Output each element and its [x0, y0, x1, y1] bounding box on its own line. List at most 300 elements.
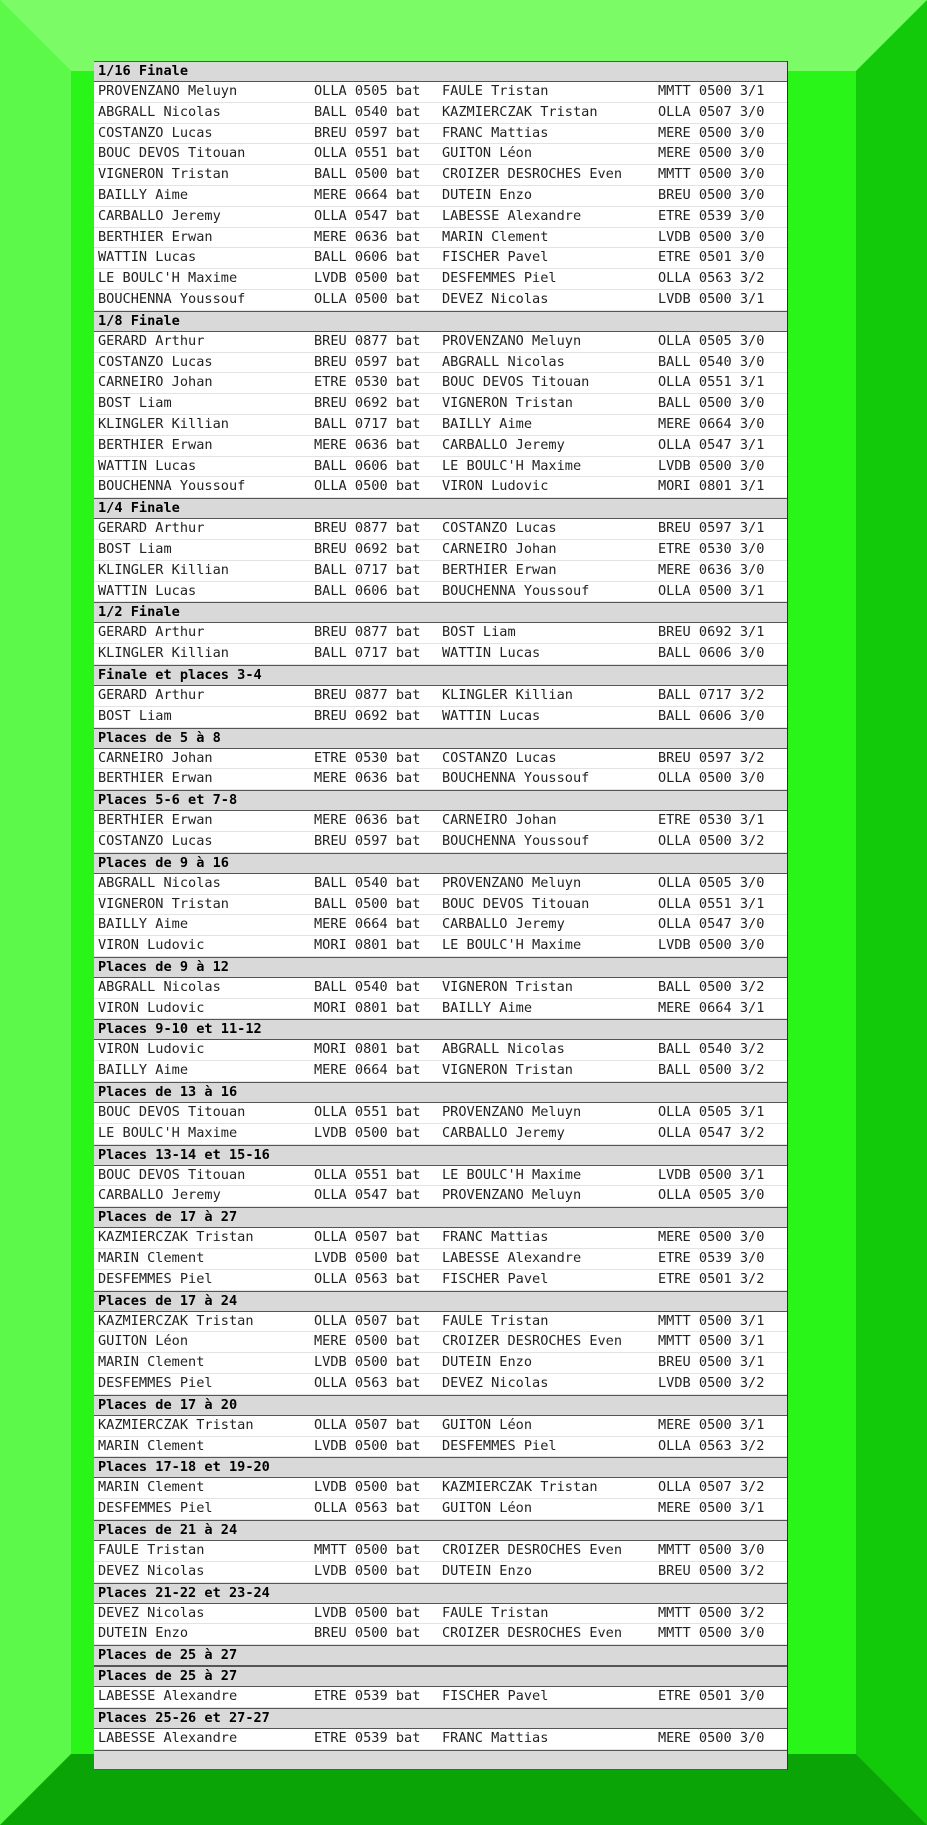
- loser-club-score: OLLA 0500 3/0: [658, 770, 765, 787]
- loser-club-score: BALL 0606 3/0: [658, 645, 765, 662]
- winner-club-points: OLLA 0507 bat: [314, 1229, 421, 1246]
- winner-club-points: BALL 0540 bat: [314, 978, 421, 995]
- match-row: [94, 832, 787, 853]
- loser-club-score: MERE 0500 3/0: [658, 124, 765, 141]
- loser-club-score: BALL 0606 3/0: [658, 707, 765, 724]
- winner-name: MARIN Clement: [98, 1479, 205, 1496]
- winner-name: KLINGLER Killian: [98, 561, 229, 578]
- match-row: [94, 1124, 787, 1145]
- loser-name: BOUC DEVOS Titouan: [442, 374, 590, 391]
- match-row: [94, 165, 787, 186]
- match-row: [94, 82, 787, 103]
- loser-name: KAZMIERCZAK Tristan: [442, 1479, 598, 1496]
- match-row: [94, 540, 787, 561]
- winner-club-points: MERE 0664 bat: [314, 916, 421, 933]
- winner-name: LABESSE Alexandre: [98, 1688, 238, 1705]
- loser-club-score: BALL 0540 3/0: [658, 353, 765, 370]
- winner-name: BOUC DEVOS Titouan: [98, 1104, 246, 1121]
- section-header: Places 25-26 et 27-27: [94, 1708, 787, 1729]
- winner-club-points: OLLA 0563 bat: [314, 1375, 421, 1392]
- match-row: [94, 874, 787, 895]
- winner-club-points: LVDB 0500 bat: [314, 1124, 421, 1141]
- winner-club-points: OLLA 0551 bat: [314, 1104, 421, 1121]
- section-header: 1/16 Finale: [94, 61, 787, 82]
- winner-club-points: MERE 0664 bat: [314, 1062, 421, 1079]
- loser-name: WATTIN Lucas: [442, 707, 541, 724]
- loser-club-score: MERE 0664 3/1: [658, 999, 765, 1016]
- winner-name: MARIN Clement: [98, 1250, 205, 1267]
- match-row: [94, 228, 787, 249]
- loser-club-score: LVDB 0500 3/2: [658, 1375, 765, 1392]
- match-row: [94, 519, 787, 540]
- winner-club-points: BREU 0692 bat: [314, 540, 421, 557]
- match-row: [94, 1166, 787, 1187]
- winner-name: DESFEMMES Piel: [98, 1270, 213, 1287]
- loser-club-score: OLLA 0505 3/0: [658, 874, 765, 891]
- loser-name: PROVENZANO Meluyn: [442, 874, 582, 891]
- loser-club-score: ETRE 0539 3/0: [658, 1250, 765, 1267]
- match-row: [94, 978, 787, 999]
- winner-name: VIRON Ludovic: [98, 1041, 205, 1058]
- match-row: [94, 457, 787, 478]
- loser-name: PROVENZANO Meluyn: [442, 1104, 582, 1121]
- match-row: [94, 1499, 787, 1520]
- loser-club-score: LVDB 0500 3/1: [658, 1166, 765, 1183]
- loser-name: FRANC Mattias: [442, 124, 549, 141]
- loser-name: GUITON Léon: [442, 145, 533, 162]
- loser-name: BOUCHENNA Youssouf: [442, 832, 590, 849]
- section-header: 1/4 Finale: [94, 498, 787, 519]
- winner-club-points: BALL 0500 bat: [314, 166, 421, 183]
- winner-name: COSTANZO Lucas: [98, 353, 213, 370]
- winner-name: PROVENZANO Meluyn: [98, 83, 238, 99]
- loser-club-score: ETRE 0501 3/0: [658, 1688, 765, 1705]
- section-header: Places de 17 à 24: [94, 1291, 787, 1312]
- match-row: [94, 1624, 787, 1645]
- section-header: 1/2 Finale: [94, 602, 787, 623]
- match-row: [94, 707, 787, 728]
- winner-club-points: LVDB 0500 bat: [314, 1354, 421, 1371]
- loser-club-score: ETRE 0530 3/1: [658, 812, 765, 829]
- match-row: [94, 1228, 787, 1249]
- loser-club-score: LVDB 0500 3/1: [658, 290, 765, 307]
- winner-name: KLINGLER Killian: [98, 415, 229, 432]
- loser-name: DUTEIN Enzo: [442, 1562, 533, 1579]
- winner-club-points: BALL 0717 bat: [314, 415, 421, 432]
- loser-name: COSTANZO Lucas: [442, 520, 557, 537]
- loser-club-score: OLLA 0547 3/0: [658, 916, 765, 933]
- winner-club-points: LVDB 0500 bat: [314, 270, 421, 287]
- loser-name: CROIZER DESROCHES Even: [442, 166, 623, 183]
- loser-club-score: OLLA 0507 3/2: [658, 1479, 765, 1496]
- loser-name: DEVEZ Nicolas: [442, 290, 549, 307]
- match-row: [94, 248, 787, 269]
- loser-name: ABGRALL Nicolas: [442, 353, 565, 370]
- winner-club-points: OLLA 0507 bat: [314, 1312, 421, 1329]
- winner-club-points: ETRE 0539 bat: [314, 1688, 421, 1705]
- winner-club-points: MERE 0500 bat: [314, 1333, 421, 1350]
- loser-name: DESFEMMES Piel: [442, 270, 557, 287]
- match-row: [94, 1312, 787, 1333]
- loser-club-score: MERE 0500 3/0: [658, 145, 765, 162]
- match-row: [94, 582, 787, 603]
- winner-name: BERTHIER Erwan: [98, 228, 213, 245]
- winner-name: KAZMIERCZAK Tristan: [98, 1416, 254, 1433]
- winner-club-points: LVDB 0500 bat: [314, 1604, 421, 1621]
- winner-club-points: OLLA 0507 bat: [314, 1416, 421, 1433]
- winner-name: MARIN Clement: [98, 1354, 205, 1371]
- match-row: [94, 186, 787, 207]
- winner-name: BOUC DEVOS Titouan: [98, 1166, 246, 1183]
- match-row: [94, 1562, 787, 1583]
- section-header: Places de 25 à 27: [94, 1645, 787, 1666]
- winner-name: BOUCHENNA Youssouf: [98, 478, 246, 495]
- loser-club-score: OLLA 0551 3/1: [658, 895, 765, 912]
- winner-club-points: BALL 0717 bat: [314, 561, 421, 578]
- winner-club-points: BREU 0500 bat: [314, 1625, 421, 1642]
- loser-club-score: MMTT 0500 3/0: [658, 1542, 765, 1559]
- loser-club-score: MERE 0500 3/1: [658, 1500, 765, 1517]
- loser-name: LE BOULC'H Maxime: [442, 457, 582, 474]
- winner-club-points: BALL 0540 bat: [314, 874, 421, 891]
- loser-club-score: ETRE 0501 3/2: [658, 1270, 765, 1287]
- section-header: Places de 21 à 24: [94, 1520, 787, 1541]
- loser-name: CARBALLO Jeremy: [442, 436, 565, 453]
- winner-club-points: ETRE 0530 bat: [314, 374, 421, 391]
- match-row: [94, 561, 787, 582]
- section-header: Places 17-18 et 19-20: [94, 1457, 787, 1478]
- match-row: [94, 124, 787, 145]
- winner-club-points: ETRE 0530 bat: [314, 749, 421, 766]
- results-sheet: [94, 61, 788, 1770]
- winner-club-points: BALL 0717 bat: [314, 645, 421, 662]
- loser-name: BOST Liam: [442, 624, 516, 641]
- match-row: [94, 936, 787, 957]
- winner-name: LABESSE Alexandre: [98, 1730, 238, 1747]
- winner-name: DUTEIN Enzo: [98, 1625, 189, 1642]
- loser-club-score: OLLA 0551 3/1: [658, 374, 765, 391]
- loser-club-score: BALL 0540 3/2: [658, 1041, 765, 1058]
- winner-club-points: OLLA 0500 bat: [314, 478, 421, 495]
- winner-club-points: MERE 0636 bat: [314, 812, 421, 829]
- winner-name: CARNEIRO Johan: [98, 749, 213, 766]
- loser-club-score: ETRE 0530 3/0: [658, 540, 765, 557]
- loser-name: MARIN Clement: [442, 228, 549, 245]
- table-footer-bar: [94, 1750, 787, 1770]
- loser-name: VIGNERON Tristan: [442, 395, 573, 412]
- match-row: [94, 477, 787, 498]
- loser-name: DESFEMMES Piel: [442, 1437, 557, 1454]
- match-row: [94, 1249, 787, 1270]
- loser-club-score: BREU 0692 3/1: [658, 624, 765, 641]
- loser-name: BOUCHENNA Youssouf: [442, 582, 590, 599]
- winner-club-points: MERE 0636 bat: [314, 228, 421, 245]
- winner-name: VIRON Ludovic: [98, 937, 205, 954]
- winner-club-points: MMTT 0500 bat: [314, 1542, 421, 1559]
- winner-club-points: BREU 0597 bat: [314, 353, 421, 370]
- winner-name: BERTHIER Erwan: [98, 436, 213, 453]
- match-row: [94, 436, 787, 457]
- loser-name: FISCHER Pavel: [442, 1688, 549, 1705]
- match-row: [94, 644, 787, 665]
- loser-name: DUTEIN Enzo: [442, 1354, 533, 1371]
- loser-club-score: OLLA 0563 3/2: [658, 1437, 765, 1454]
- match-row: [94, 394, 787, 415]
- loser-name: KAZMIERCZAK Tristan: [442, 103, 598, 120]
- winner-name: GUITON Léon: [98, 1333, 189, 1350]
- match-row: [94, 769, 787, 790]
- section-header: Places de 9 à 16: [94, 853, 787, 874]
- loser-club-score: ETRE 0501 3/0: [658, 249, 765, 266]
- loser-name: COSTANZO Lucas: [442, 749, 557, 766]
- loser-club-score: BALL 0717 3/2: [658, 686, 765, 703]
- loser-club-score: BREU 0500 3/2: [658, 1562, 765, 1579]
- loser-club-score: LVDB 0500 3/0: [658, 228, 765, 245]
- loser-name: KLINGLER Killian: [442, 686, 573, 703]
- loser-name: CARNEIRO Johan: [442, 540, 557, 557]
- loser-name: CARNEIRO Johan: [442, 812, 557, 829]
- loser-club-score: OLLA 0547 3/2: [658, 1124, 765, 1141]
- match-row: [94, 811, 787, 832]
- section-header: Places de 5 à 8: [94, 728, 787, 749]
- loser-club-score: ETRE 0539 3/0: [658, 207, 765, 224]
- winner-club-points: MORI 0801 bat: [314, 999, 421, 1016]
- match-row: [94, 269, 787, 290]
- winner-club-points: LVDB 0500 bat: [314, 1250, 421, 1267]
- loser-club-score: OLLA 0500 3/2: [658, 832, 765, 849]
- match-row: [94, 1040, 787, 1061]
- section-header: Places de 25 à 27: [94, 1666, 787, 1687]
- winner-name: BERTHIER Erwan: [98, 812, 213, 829]
- match-row: [94, 915, 787, 936]
- loser-club-score: OLLA 0505 3/1: [658, 1104, 765, 1121]
- section-header: Places de 17 à 27: [94, 1207, 787, 1228]
- winner-name: DEVEZ Nicolas: [98, 1604, 205, 1621]
- winner-club-points: OLLA 0551 bat: [314, 1166, 421, 1183]
- match-row: [94, 1416, 787, 1437]
- winner-name: ABGRALL Nicolas: [98, 874, 221, 891]
- loser-name: FISCHER Pavel: [442, 1270, 549, 1287]
- winner-club-points: BREU 0692 bat: [314, 395, 421, 412]
- loser-name: FRANC Mattias: [442, 1229, 549, 1246]
- match-row: [94, 686, 787, 707]
- loser-club-score: BREU 0500 3/0: [658, 186, 765, 203]
- winner-name: DESFEMMES Piel: [98, 1375, 213, 1392]
- loser-club-score: MMTT 0500 3/0: [658, 1625, 765, 1642]
- match-row: [94, 1437, 787, 1458]
- loser-name: CARBALLO Jeremy: [442, 1124, 565, 1141]
- loser-club-score: MMTT 0500 3/0: [658, 166, 765, 183]
- loser-name: FISCHER Pavel: [442, 249, 549, 266]
- match-row: [94, 895, 787, 916]
- loser-club-score: MMTT 0500 3/2: [658, 1604, 765, 1621]
- section-header: Places de 17 à 20: [94, 1395, 787, 1416]
- section-header: Places de 13 à 16: [94, 1082, 787, 1103]
- loser-name: VIGNERON Tristan: [442, 978, 573, 995]
- winner-club-points: BREU 0877 bat: [314, 686, 421, 703]
- winner-name: BOST Liam: [98, 395, 172, 412]
- winner-club-points: BALL 0606 bat: [314, 457, 421, 474]
- loser-name: WATTIN Lucas: [442, 645, 541, 662]
- loser-club-score: BALL 0500 3/0: [658, 395, 765, 412]
- loser-club-score: MERE 0636 3/0: [658, 561, 765, 578]
- winner-name: CARBALLO Jeremy: [98, 207, 221, 224]
- winner-name: COSTANZO Lucas: [98, 124, 213, 141]
- loser-name: DUTEIN Enzo: [442, 186, 533, 203]
- loser-name: BAILLY Aime: [442, 415, 533, 432]
- loser-club-score: MERE 0500 3/1: [658, 1416, 765, 1433]
- winner-name: CARBALLO Jeremy: [98, 1187, 221, 1204]
- winner-club-points: BREU 0692 bat: [314, 707, 421, 724]
- match-row: [94, 623, 787, 644]
- winner-name: BERTHIER Erwan: [98, 770, 213, 787]
- winner-name: WATTIN Lucas: [98, 457, 197, 474]
- loser-club-score: OLLA 0505 3/0: [658, 332, 765, 349]
- winner-name: FAULE Tristan: [98, 1542, 205, 1559]
- section-header: Places 9-10 et 11-12: [94, 1019, 787, 1040]
- winner-name: ABGRALL Nicolas: [98, 978, 221, 995]
- match-row: [94, 415, 787, 436]
- winner-name: WATTIN Lucas: [98, 249, 197, 266]
- winner-name: BAILLY Aime: [98, 186, 189, 203]
- winner-name: VIGNERON Tristan: [98, 895, 229, 912]
- winner-name: MARIN Clement: [98, 1437, 205, 1454]
- loser-club-score: BREU 0597 3/1: [658, 520, 765, 537]
- loser-name: GUITON Léon: [442, 1500, 533, 1517]
- winner-name: GERARD Arthur: [98, 520, 205, 537]
- loser-name: LABESSE Alexandre: [442, 1250, 582, 1267]
- loser-name: BAILLY Aime: [442, 999, 533, 1016]
- match-row: [94, 1186, 787, 1207]
- winner-name: DEVEZ Nicolas: [98, 1562, 205, 1579]
- winner-name: LE BOULC'H Maxime: [98, 270, 238, 287]
- loser-name: VIGNERON Tristan: [442, 1062, 573, 1079]
- winner-club-points: BREU 0597 bat: [314, 832, 421, 849]
- loser-club-score: OLLA 0500 3/1: [658, 582, 765, 599]
- winner-club-points: BALL 0540 bat: [314, 103, 421, 120]
- match-row: [94, 1604, 787, 1625]
- winner-name: KLINGLER Killian: [98, 645, 229, 662]
- winner-club-points: MORI 0801 bat: [314, 937, 421, 954]
- match-row: [94, 1374, 787, 1395]
- loser-name: GUITON Léon: [442, 1416, 533, 1433]
- winner-club-points: MERE 0664 bat: [314, 186, 421, 203]
- loser-name: CROIZER DESROCHES Even: [442, 1333, 623, 1350]
- winner-club-points: OLLA 0547 bat: [314, 1187, 421, 1204]
- winner-name: KAZMIERCZAK Tristan: [98, 1312, 254, 1329]
- winner-name: GERARD Arthur: [98, 686, 205, 703]
- match-row: [94, 1103, 787, 1124]
- winner-name: WATTIN Lucas: [98, 582, 197, 599]
- loser-club-score: LVDB 0500 3/0: [658, 457, 765, 474]
- winner-club-points: BREU 0877 bat: [314, 624, 421, 641]
- winner-name: VIRON Ludovic: [98, 999, 205, 1016]
- match-row: [94, 332, 787, 353]
- loser-club-score: OLLA 0563 3/2: [658, 270, 765, 287]
- loser-name: CROIZER DESROCHES Even: [442, 1542, 623, 1559]
- loser-club-score: BALL 0500 3/2: [658, 1062, 765, 1079]
- loser-name: ABGRALL Nicolas: [442, 1041, 565, 1058]
- winner-club-points: OLLA 0547 bat: [314, 207, 421, 224]
- winner-club-points: OLLA 0500 bat: [314, 290, 421, 307]
- winner-name: BOST Liam: [98, 707, 172, 724]
- loser-name: FAULE Tristan: [442, 1312, 549, 1329]
- winner-club-points: OLLA 0563 bat: [314, 1500, 421, 1517]
- winner-club-points: ETRE 0539 bat: [314, 1730, 421, 1747]
- winner-club-points: BREU 0877 bat: [314, 332, 421, 349]
- winner-club-points: BREU 0877 bat: [314, 520, 421, 537]
- winner-name: CARNEIRO Johan: [98, 374, 213, 391]
- loser-name: LE BOULC'H Maxime: [442, 1166, 582, 1183]
- loser-club-score: OLLA 0507 3/0: [658, 103, 765, 120]
- loser-club-score: LVDB 0500 3/0: [658, 937, 765, 954]
- loser-name: BOUC DEVOS Titouan: [442, 895, 590, 912]
- loser-club-score: MMTT 0500 3/1: [658, 1312, 765, 1329]
- winner-club-points: LVDB 0500 bat: [314, 1562, 421, 1579]
- match-row: [94, 1478, 787, 1499]
- winner-club-points: MORI 0801 bat: [314, 1041, 421, 1058]
- match-row: [94, 1353, 787, 1374]
- loser-name: VIRON Ludovic: [442, 478, 549, 495]
- loser-club-score: BALL 0500 3/2: [658, 978, 765, 995]
- loser-club-score: BREU 0500 3/1: [658, 1354, 765, 1371]
- winner-club-points: MERE 0636 bat: [314, 770, 421, 787]
- winner-name: BAILLY Aime: [98, 1062, 189, 1079]
- match-row: [94, 373, 787, 394]
- winner-name: GERARD Arthur: [98, 332, 205, 349]
- winner-name: LE BOULC'H Maxime: [98, 1124, 238, 1141]
- loser-club-score: BREU 0597 3/2: [658, 749, 765, 766]
- loser-club-score: OLLA 0547 3/1: [658, 436, 765, 453]
- match-row: [94, 749, 787, 770]
- winner-name: KAZMIERCZAK Tristan: [98, 1229, 254, 1246]
- winner-name: BOUCHENNA Youssouf: [98, 290, 246, 307]
- loser-name: CROIZER DESROCHES Even: [442, 1625, 623, 1642]
- section-header: Places 21-22 et 23-24: [94, 1583, 787, 1604]
- match-row: [94, 353, 787, 374]
- match-row: [94, 1729, 787, 1750]
- match-row: [94, 103, 787, 124]
- winner-name: DESFEMMES Piel: [98, 1500, 213, 1517]
- loser-name: LABESSE Alexandre: [442, 207, 582, 224]
- winner-name: BAILLY Aime: [98, 916, 189, 933]
- loser-name: PROVENZANO Meluyn: [442, 1187, 582, 1204]
- winner-name: VIGNERON Tristan: [98, 166, 229, 183]
- loser-name: PROVENZANO Meluyn: [442, 332, 582, 349]
- match-row: [94, 1687, 787, 1708]
- section-header: 1/8 Finale: [94, 311, 787, 332]
- winner-name: BOUC DEVOS Titouan: [98, 145, 246, 162]
- loser-club-score: MMTT 0500 3/1: [658, 1333, 765, 1350]
- match-row: [94, 999, 787, 1020]
- loser-name: BOUCHENNA Youssouf: [442, 770, 590, 787]
- match-row: [94, 144, 787, 165]
- loser-club-score: OLLA 0505 3/0: [658, 1187, 765, 1204]
- match-row: [94, 1332, 787, 1353]
- loser-name: DEVEZ Nicolas: [442, 1375, 549, 1392]
- match-row: [94, 1270, 787, 1291]
- section-header: Places 13-14 et 15-16: [94, 1145, 787, 1166]
- winner-club-points: LVDB 0500 bat: [314, 1479, 421, 1496]
- section-header: Places de 9 à 12: [94, 957, 787, 978]
- match-row: [94, 1061, 787, 1082]
- match-row: [94, 207, 787, 228]
- winner-club-points: MERE 0636 bat: [314, 436, 421, 453]
- section-header: Finale et places 3-4: [94, 665, 787, 686]
- match-row: [94, 290, 787, 311]
- winner-name: BOST Liam: [98, 540, 172, 557]
- winner-club-points: LVDB 0500 bat: [314, 1437, 421, 1454]
